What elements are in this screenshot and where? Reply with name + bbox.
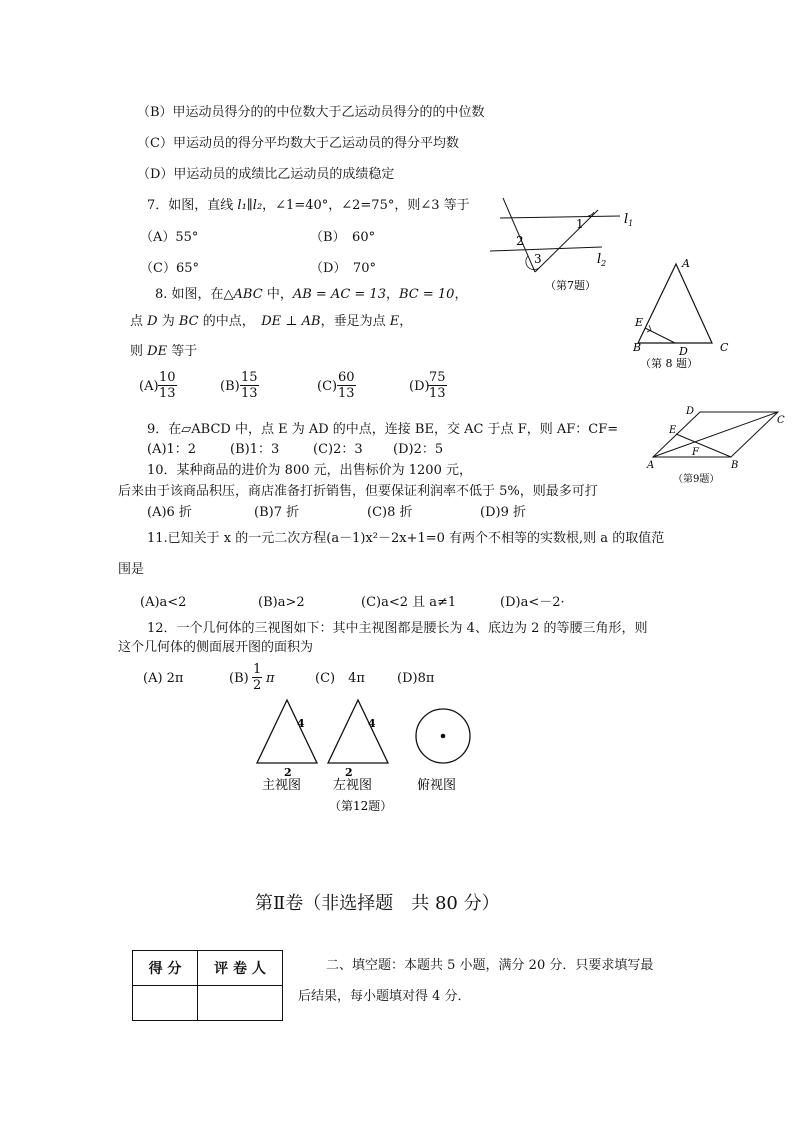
q8-option-c-fraction [337,370,356,401]
q9-option-c: (C)2：3 [313,442,363,457]
angle3-label: 3 [534,252,542,266]
grader-cell[interactable] [198,986,283,1021]
numerator: 60 [338,370,355,385]
q11-option-a: (A)a<2 [140,595,187,610]
q7-stem-start: 7．如图，直线 [147,198,238,213]
line-l2 [490,247,602,251]
q7-figure [485,195,640,295]
q7-option-d: （D） 70° [310,261,376,276]
q7-option-b: （B） 60° [310,230,376,245]
q7-figure-caption: （第7题） [545,279,596,292]
q8-figure [628,255,740,375]
numerator: 1 [253,662,262,677]
denominator: 2 [253,678,262,693]
q6-option-c: （C）甲运动员的得分平均数大于乙运动员的得分平均数 [137,136,459,151]
top-view-label: 俯视图 [417,778,457,793]
q8-line2 [130,314,412,330]
left-view-label: 左视图 [333,778,373,793]
angle2-label: 2 [516,234,524,248]
q9-figure-caption: （第9题） [673,474,720,485]
q8-equation: BC = 10 [398,287,455,302]
line-l1 [500,216,620,218]
vertex-b-label: B [731,460,739,471]
q12-line1: 12．一个几何体的三视图如下：其中主视图都是腰长为 4、底边为 2 的等腰三角形，则 [147,621,648,636]
q8-line3 [130,344,197,360]
angle1-label: 1 [576,217,584,231]
q12-option-b-label: (B) [229,671,249,686]
score-table [132,950,283,1021]
q8-text: 为 [157,314,179,329]
q8-text: ， [454,287,468,302]
front-view-label: 主视图 [262,778,302,793]
point-e-label: E [635,316,644,329]
point-f-label: F [692,447,699,458]
q11-option-d: (D)a<－2· [500,595,565,610]
front-view-side-length: 4 [297,717,305,730]
score-cell[interactable] [133,986,198,1021]
q8-text: ， [385,287,399,302]
q8-triangle: △ABC [223,287,263,302]
score-header: 得 分 [133,951,198,986]
q8-option-c-label: (C) [317,379,338,394]
q8-option-d-fraction [428,370,447,401]
label-l2: $l_2$ [597,252,607,268]
transversal-right [535,210,598,272]
q11-line2: 围是 [118,562,145,577]
q12-option-c: (C) 4π [315,671,365,686]
q8-option-b-label: (B) [220,379,240,394]
q8-option-a-label: (A) [139,379,159,394]
q9-option-b: (B)1：3 [230,442,280,457]
q9-option-d: (D)2：5 [393,442,444,457]
q8-text: 等于 [167,344,198,359]
q8-line1 [155,287,467,303]
top-view-center-dot [441,734,446,739]
q12-figure [245,690,485,820]
part2-instructions-line1: 二、填空题：本题共 5 小题，满分 20 分．只要求填写最 [326,958,654,973]
label-l1: $l_1$ [624,212,634,228]
denominator: 13 [338,386,355,401]
q9-stem: 9．在▱ABCD 中，点 E 为 AD 的中点，连接 BE，交 AC 于点 F，则 AF：CF= [147,422,619,437]
q12-option-d: (D)8π [397,671,435,686]
point-d-label: D [679,345,688,358]
q8-option-d-label: (D) [409,379,430,394]
part2-instructions-line2: 后结果，每小题填对得 4 分． [298,989,471,1004]
q8-text: 中， [262,287,293,302]
q8-text: ，垂足为点 [320,314,390,329]
numerator: 10 [159,370,176,385]
denominator: 13 [159,386,176,401]
front-view-base-length: 2 [284,766,292,779]
numerator: 15 [241,370,258,385]
segment-de [645,328,675,343]
q12-option-b-pi: π [266,671,275,686]
q12-figure-caption: （第12题） [329,799,393,813]
q8-option-b-fraction [240,370,259,401]
q7-option-a: （A）55° [140,230,199,245]
denominator: 13 [241,386,258,401]
left-view-triangle [328,700,388,763]
q8-text: ， [399,314,413,329]
left-view-side-length: 4 [368,717,376,730]
q10-option-b: (B)7 折 [254,505,300,520]
q9-figure [643,403,793,488]
q10-line1: 10．某种商品的进价为 800 元，出售标价为 1200 元， [147,463,472,478]
q9-option-a: (A)1：2 [147,442,197,457]
vertex-d-label: D [686,406,695,417]
left-view-base-length: 2 [345,766,353,779]
q11-line1: 11.已知关于 x 的一元二次方程(a－1)x²－2x+1=0 有两个不相等的实数根,则 a 的取值范 [147,531,665,546]
q10-option-a: (A)6 折 [147,505,192,520]
q12-option-a: (A) 2π [143,671,184,686]
vertex-c-label: C [777,415,785,426]
part2-title: 第Ⅱ卷（非选择题 共 80 分） [255,893,500,914]
q8-point: E [389,314,400,329]
q8-segment: DE [147,344,168,359]
vertex-a-label: A [682,257,690,270]
q10-option-d: (D)9 折 [480,505,526,520]
q8-text: 则 [130,344,148,359]
q8-option-a-fraction [158,370,177,401]
q11-option-c: (C)a<2 且 a≠1 [361,595,457,610]
q7-stem [147,198,470,214]
q8-segment: BC [178,314,199,329]
q6-option-d: （D）甲运动员的成绩比乙运动员的成绩稳定 [137,167,395,182]
q12-line2: 这个几何体的侧面展开图的面积为 [118,640,314,655]
q8-figure-caption: （第 8 题） [640,357,698,370]
front-view-triangle [257,700,317,763]
q10-line2: 后来由于该商品积压，商店准备打折销售，但要保证利润率不低于 5%，则最多可打 [118,484,598,499]
vertex-c-label: C [720,341,729,354]
q8-point: D [147,314,158,329]
q7-stem-end: ，∠1=40°，∠2=75°，则∠3 等于 [262,198,470,213]
q8-text: 点 [130,314,148,329]
vertex-a-label: A [647,460,655,471]
q8-text: 的中点， [198,314,262,329]
q11-option-b: (B)a>2 [258,595,305,610]
denominator: 13 [429,386,446,401]
numerator: 75 [429,370,446,385]
q8-perpendicular: DE ⊥ AB [261,314,321,329]
q12-option-b-fraction [252,662,262,693]
vertex-b-label: B [633,341,642,354]
grader-header: 评 卷 人 [198,951,283,986]
q6-option-b: （B）甲运动员得分的的中位数大于乙运动员得分的的中位数 [137,105,485,120]
q10-option-c: (C)8 折 [367,505,413,520]
q7-parallel-lines: l₁∥l₂ [237,198,263,213]
q8-text: 8. 如图，在 [155,287,224,302]
q8-equation: AB = AC = 13 [292,287,386,302]
q7-option-c: （C）65° [140,261,199,276]
point-e-label: E [669,425,677,436]
